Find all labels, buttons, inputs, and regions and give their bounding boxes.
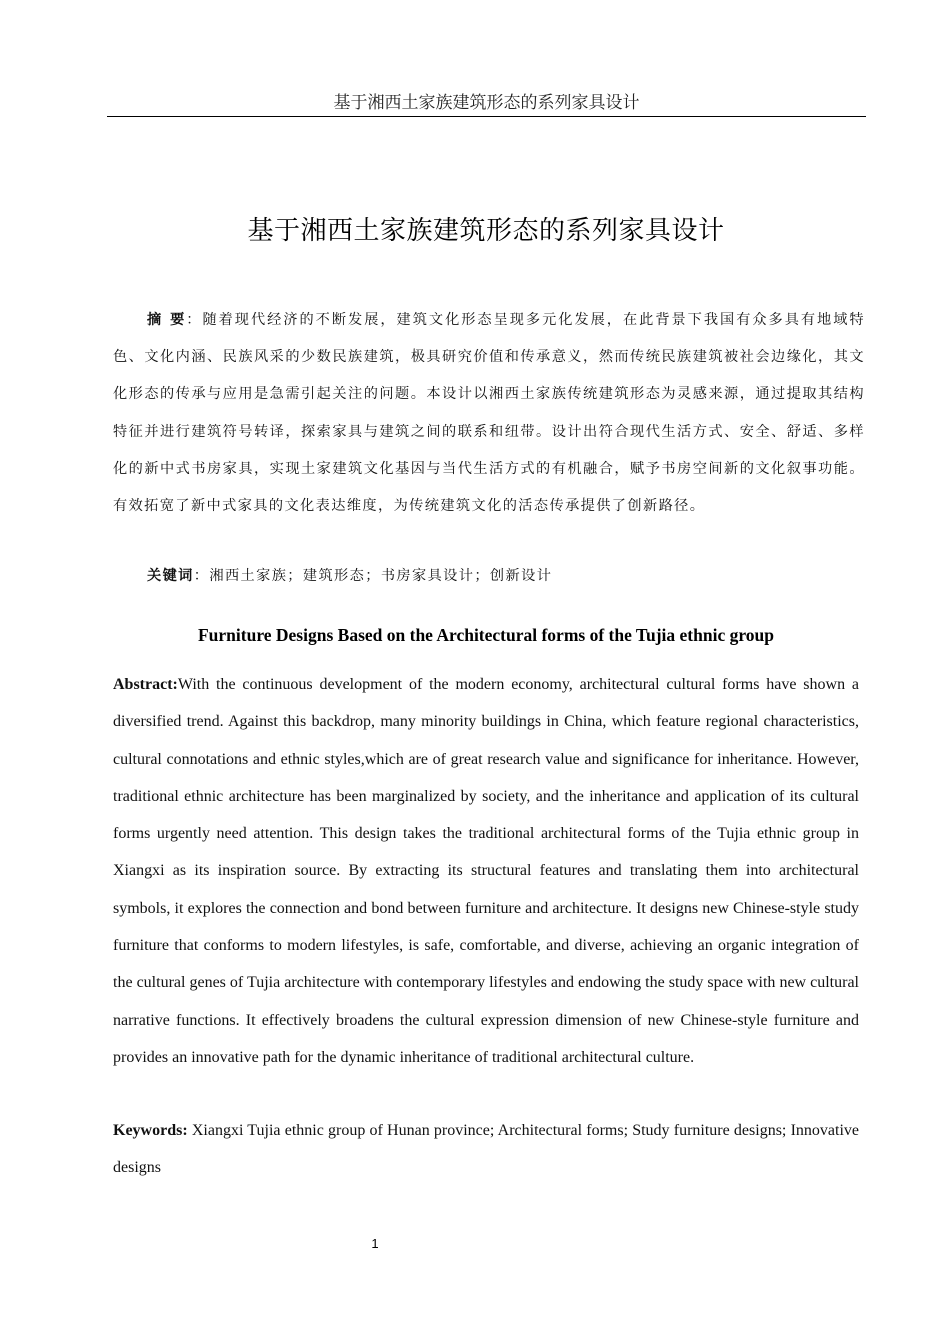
running-header: 基于湘西土家族建筑形态的系列家具设计 — [333, 93, 640, 113]
english-abstract-text: With the continuous development of the modern economy, architectural cultural forms have shown a diversified trend. Against this backdrop, many minority buildings in China, which feature regional characteristics, cultural connotations and ethnic styles,which are of great research value and significance for inheritance. However, traditional ethnic architecture has been marginalized by society, and the inheritance and application of its cultural forms urgently need attention. This design takes the traditional architectural forms of the Tujia ethnic group in Xiangxi as its inspiration source. By extracting its structural features and translating them into architectural symbols, it explores the connection and bond between furniture and architecture. It designs new Chinese-style study furniture that conforms to modern lifestyles, is safe, comfortable, and diverse, achieving an organic integration of the cultural genes of Tujia architecture with contemporary lifestyles and endowing the study space with new cultural narrative functions. It effectively broadens the cultural expression dimension of new Chinese-style furniture and provides an innovative path for the dynamic inheritance of traditional architectural culture. — [113, 676, 859, 1066]
chinese-keywords-text: ：湘西土家族；建筑形态；书房家具设计；创新设计 — [193, 568, 553, 584]
header-rule — [107, 116, 866, 117]
chinese-keywords — [147, 560, 865, 592]
chinese-abstract-label: 摘 要 — [147, 312, 187, 328]
english-keywords-text: Xiangxi Tujia ethnic group of Hunan province; Architectural forms; Study furniture designs; Innovative designs — [113, 1122, 859, 1177]
chinese-keywords-label: 关键词 — [147, 568, 194, 584]
chinese-title: 基于湘西土家族建筑形态的系列家具设计 — [247, 216, 725, 246]
english-abstract-label: Abstract: — [113, 676, 178, 693]
english-keywords — [113, 1112, 859, 1187]
english-title: Furniture Designs Based on the Architectural forms of the Tujia ethnic group — [197, 625, 775, 645]
english-keywords-label: Keywords: — [113, 1122, 188, 1139]
chinese-abstract-text: ：随着现代经济的不断发展，建筑文化形态呈现多元化发展，在此背景下我国有众多具有地域特色、文化内涵、民族风采的少数民族建筑，极具研究价值和传承意义，然而传统民族建筑被社会边缘化，其文化形态的传承与应用是急需引起关注的问题。本设计以湘西土家族传统建筑形态为灵感来源，通过提取其结构特征并进行建筑符号转译，探索家具与建筑之间的联系和纽带。设计出符合现代生活方式、安全、舒适、多样化的新中式书房家具，实现土家建筑文化基因与当代生活方式的有机融合，赋予书房空间新的文化叙事功能。有效拓宽了新中式家具的文化表达维度，为传统建筑文化的活态传承提供了创新路径。 — [113, 312, 865, 515]
page-number: 1 — [371, 1236, 379, 1251]
chinese-abstract — [113, 302, 865, 525]
english-abstract — [113, 666, 859, 1076]
